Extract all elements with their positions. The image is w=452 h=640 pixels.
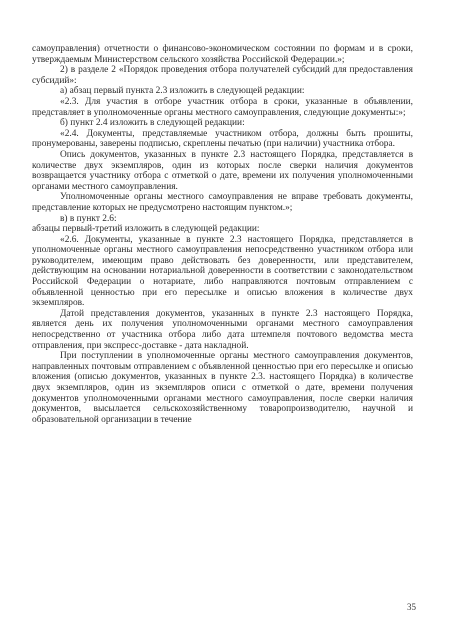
paragraph: б) пункт 2.4 изложить в следующей редакции: [60, 118, 245, 129]
paragraph: 2) в разделе 2 «Порядок проведения отбора получателей субсидий для предоставления субсидий»: [32, 65, 413, 86]
paragraph: «2.6. Документы, указанные в пункте 2.3 настоящего Порядка, представляется в уполномоченные органы местного самоуправления непосредственно участником отбора или руководителем, имеющим право действовать без доверенности, или представителем, действующим на основании нотариальной доверенности в соответствии с законодательством Российской Федерации о нотариате, либо направляются почтовым отправлением с объявленной ценностью при его пересылке и описью вложения в количестве двух экземпляров. [32, 234, 413, 309]
page-number: 35 [407, 602, 416, 612]
paragraph: абзацы первый-третий изложить в следующей редакции: [32, 224, 260, 235]
paragraph: Опись документов, указанных в пункте 2.3 настоящего Порядка, представляется в количестве двух экземпляров, один из которых после сверки наличия документов возвращается участнику отбора с отметкой о дате, времени их получения уполномоченными органами местного самоуправления. [32, 149, 413, 192]
paragraph: а) абзац первый пункта 2.3 изложить в следующей редакции: [60, 86, 305, 97]
paragraph: Уполномоченные органы местного самоуправления не вправе требовать документы, представление которых не предусмотрено настоящим пунктом.»; [32, 192, 413, 213]
paragraph: Датой представления документов, указанных в пункте 2.3 настоящего Порядка, является день их получения уполномоченными органами местного самоуправления непосредственно от участника отбора либо дата штемпеля почтового ведомства места отправления, при экспресс-доставке - дата накладной. [32, 308, 413, 351]
paragraph: «2.3. Для участия в отборе участник отбора в сроки, указанные в объявлении, представляет в уполномоченные органы местного самоуправления, следующие документы:»; [32, 96, 413, 118]
paragraph: При поступлении в уполномоченные органы местного самоуправления документов, направленных почтовым отправлением с объявленной ценностью при его пересылке и описью вложения (описью документов, указанных в пункте 2.3. настоящего Порядка) в количестве двух экземпляров, один из экземпляров описи с отметкой о дате, времени получения документов уполномоченными органами местного самоуправления, после сверки наличия документов, высылается сельскохозяйственному товаропроизводителю, научной и образовательной организации в течение [32, 351, 413, 425]
document-body [32, 44, 413, 425]
paragraph: самоуправления) отчетности о финансово-экономическом состоянии по формам и в сроки, утверждаемым Министерством сельского хозяйства Российской Федерации.»; [32, 44, 413, 65]
paragraph: «2.4. Документы, представляемые участником отбора, должны быть прошиты, пронумерованы, заверены подписью, скреплены печатью (при наличии) участника отбора. [32, 128, 413, 150]
paragraph: в) в пункт 2.6: [60, 213, 117, 224]
